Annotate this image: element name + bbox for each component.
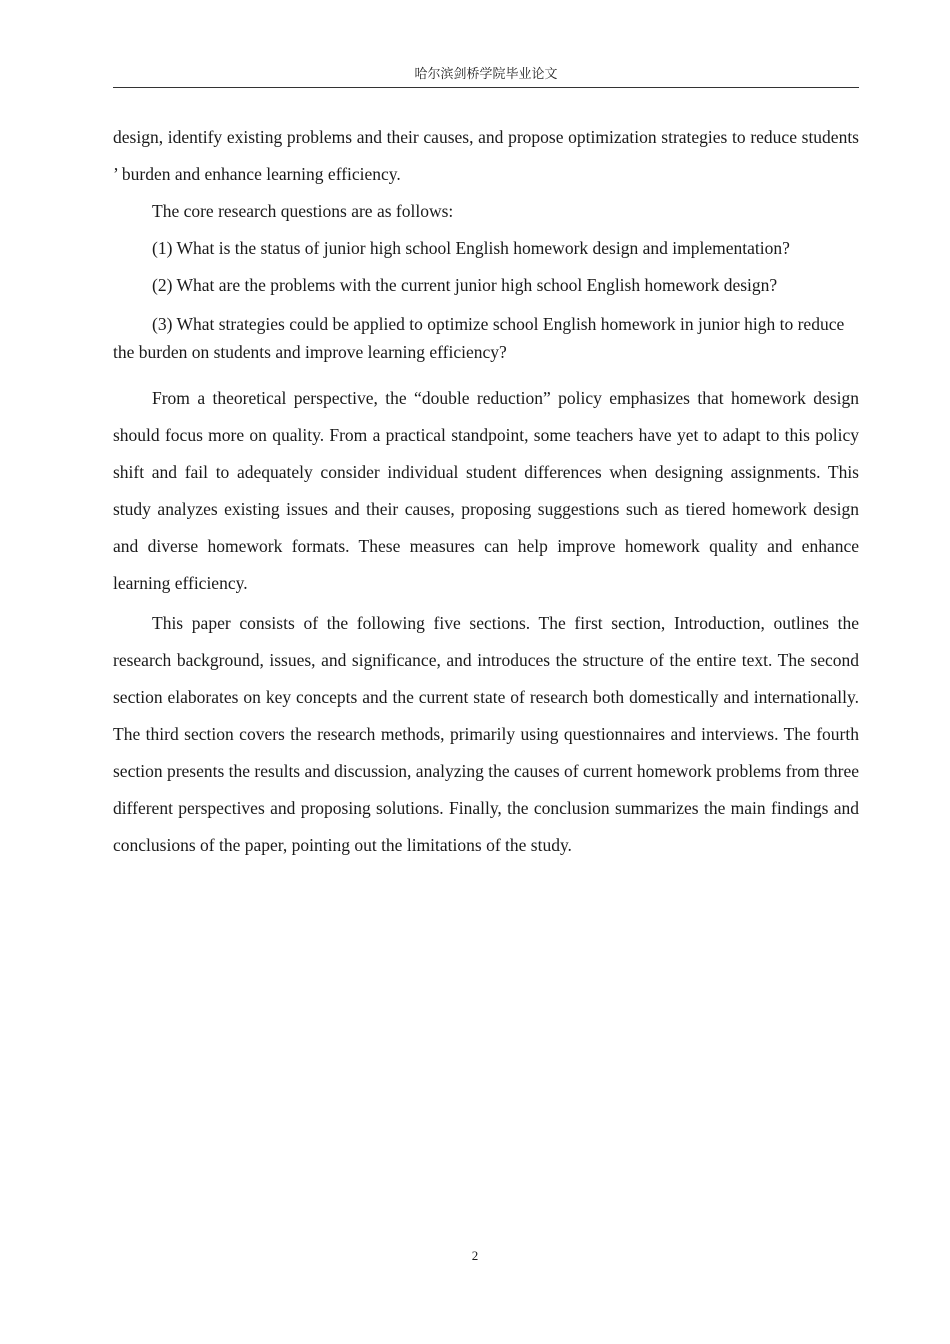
- page-body: [113, 119, 859, 864]
- page-number: 2: [471, 1248, 479, 1263]
- research-questions-intro: The core research questions are as follows:: [152, 201, 454, 221]
- header-divider: [113, 87, 859, 88]
- research-question-1: (1) What is the status of junior high school English homework design and implementation?: [152, 238, 790, 258]
- paragraph-paper-structure: This paper consists of the following five sections. The first section, Introduction, outlines the research background, issues, and significance, and introduces the structure of the entire text. The second section elaborates on key concepts and the current state of research both domestically and internationally. The third section covers the research methods, primarily using questionnaires and interviews. The fourth section presents the results and discussion, analyzing the causes of current homework problems from three different perspectives and proposing solutions. Finally, the conclusion summarizes the main findings and conclusions of the paper, pointing out the limitations of the study.: [113, 613, 859, 855]
- research-question-2: (2) What are the problems with the current junior high school English homework design?: [152, 275, 778, 295]
- paragraph-continuation: design, identify existing problems and their causes, and propose optimization strategies to reduce students ’ burden and enhance learning efficiency.: [113, 127, 859, 184]
- research-question-3: (3) What strategies could be applied to optimize school English homework in junior high to reduce the burden on students and improve learning efficiency?: [113, 314, 845, 362]
- running-header: 哈尔滨剑桥学院毕业论文: [414, 67, 558, 82]
- paragraph-theoretical-perspective: From a theoretical perspective, the “double reduction” policy emphasizes that homework design should focus more on quality. From a practical standpoint, some teachers have yet to adapt to this policy shift and fail to adequately consider individual student differences when designing assignments. This study analyzes existing issues and their causes, proposing suggestions such as tiered homework design and diverse homework formats. These measures can help improve homework quality and enhance learning efficiency.: [113, 388, 859, 593]
